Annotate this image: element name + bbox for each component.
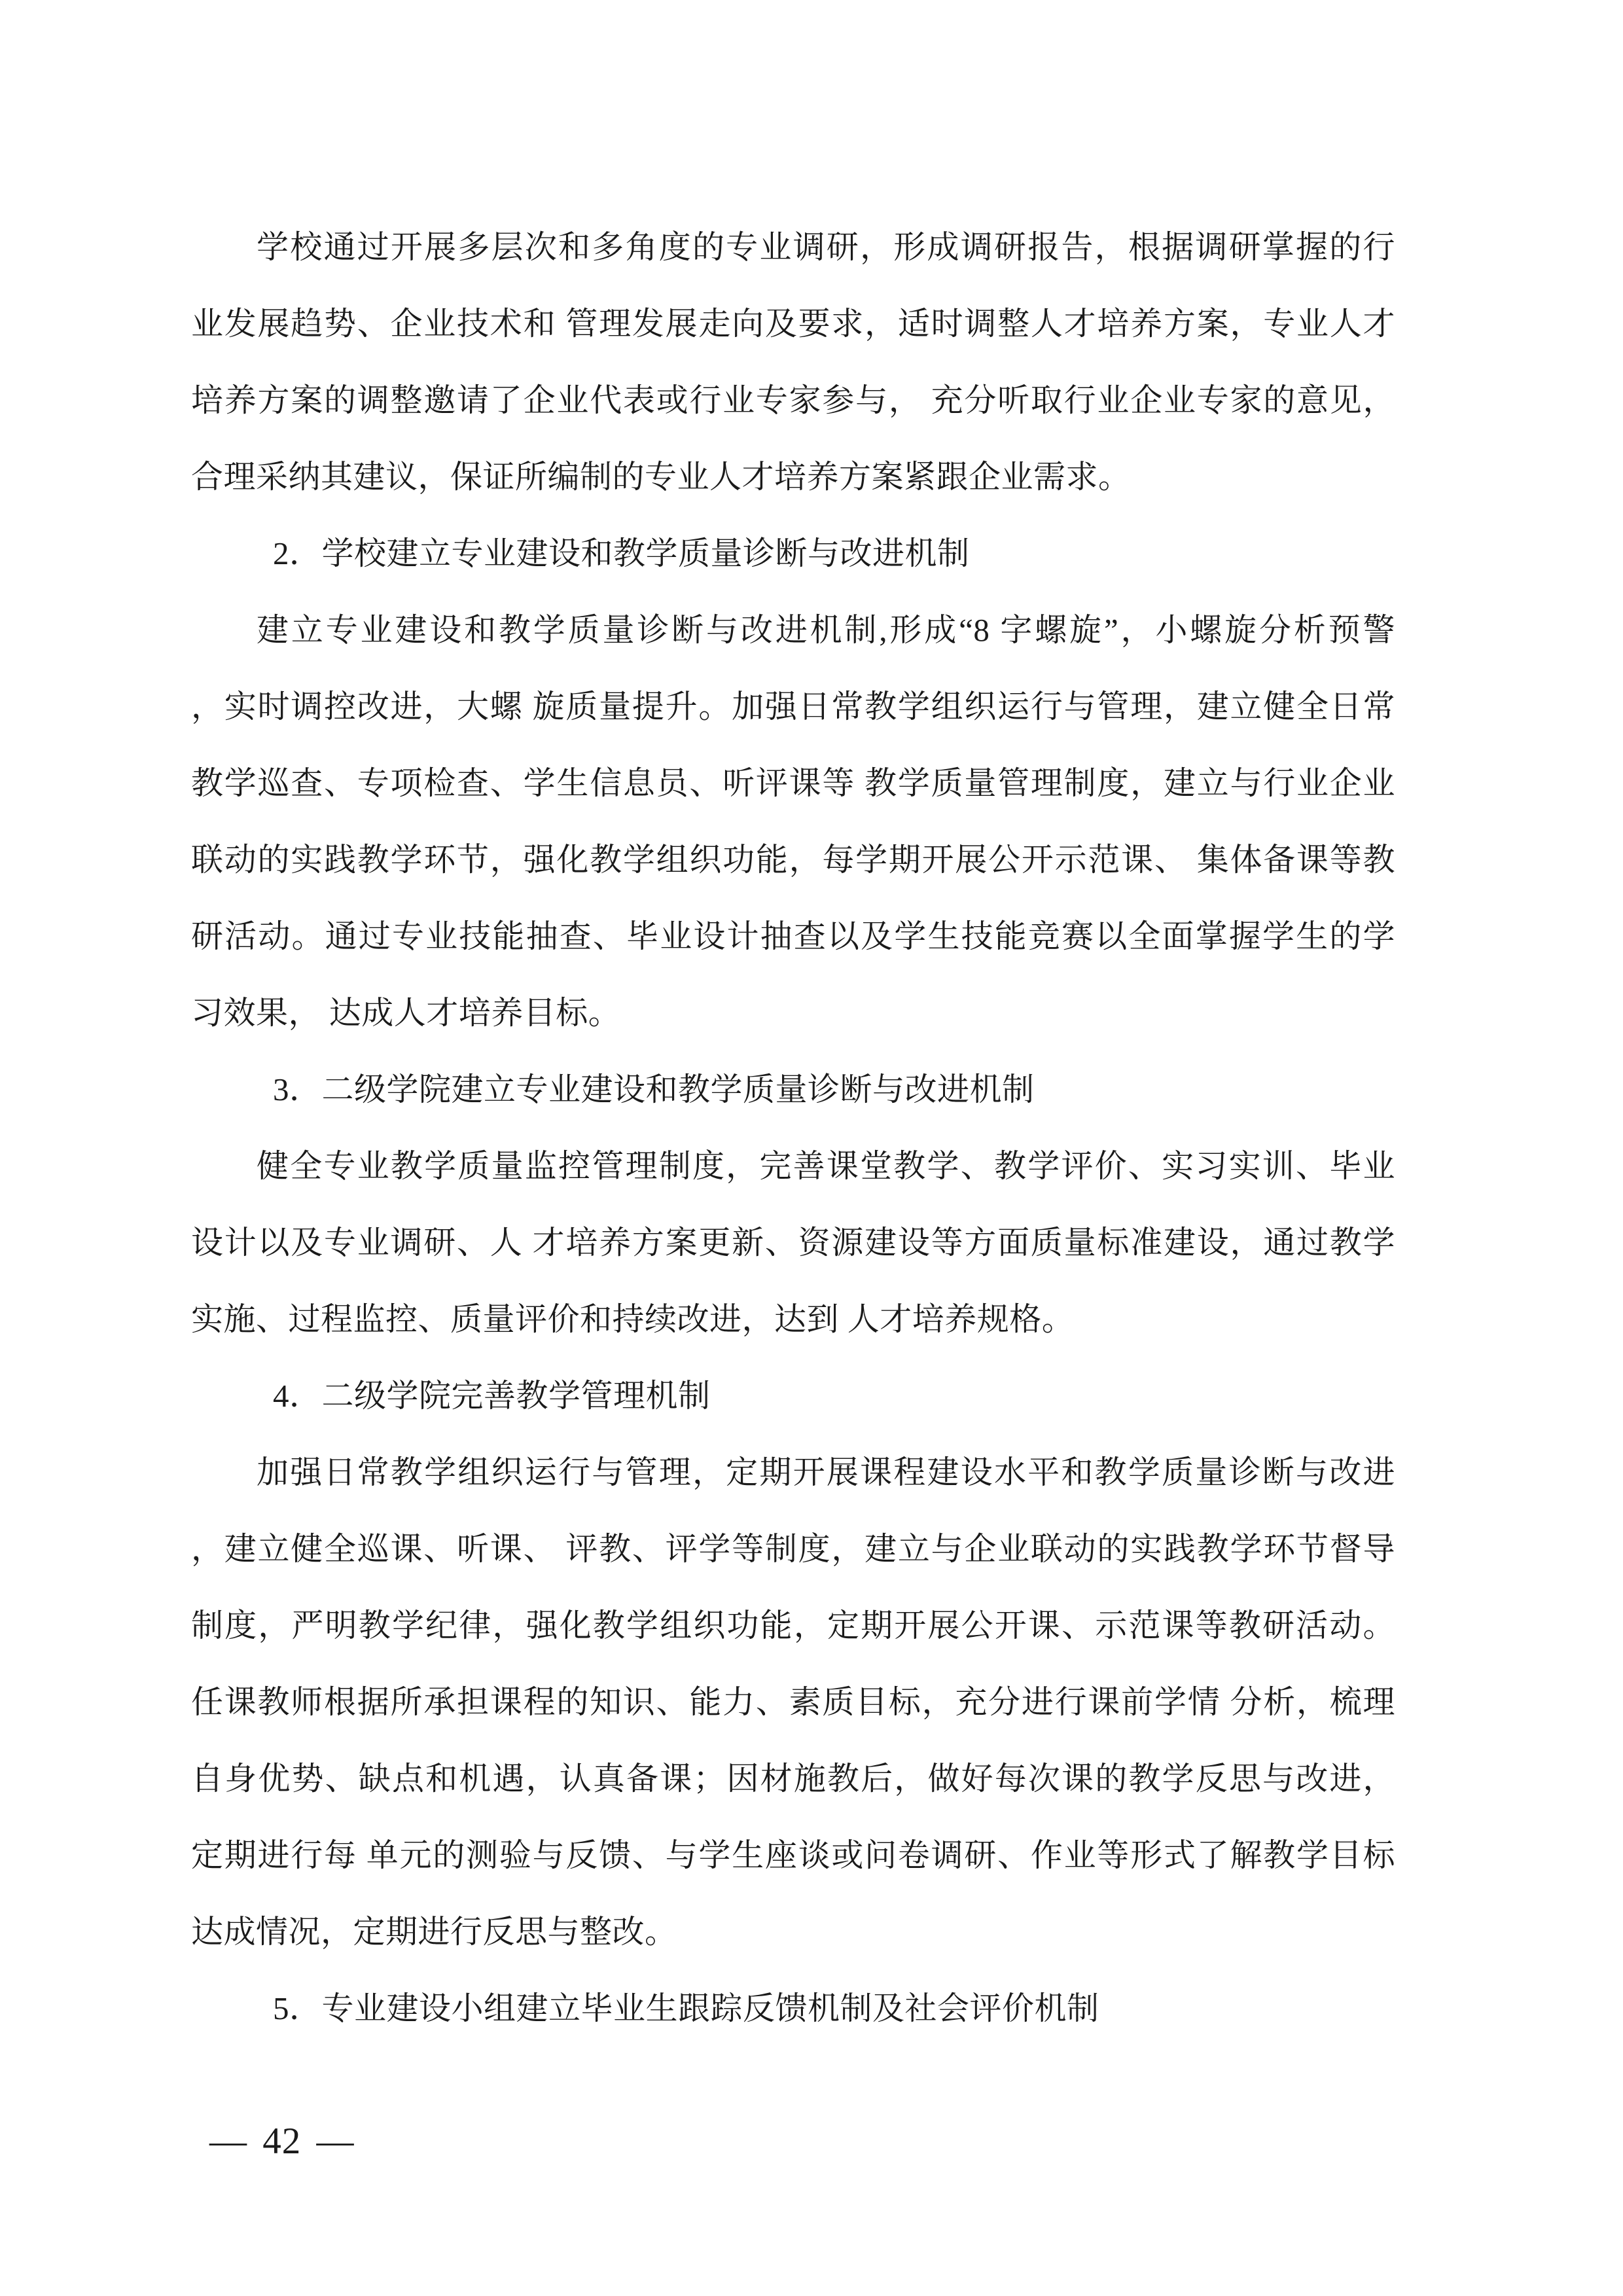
text-line: 学校通过开展多层次和多角度的专业调研，形成调研报告，根据调研掌握的行 [257,229,1395,265]
text-line: 习效果， 达成人才培养目标。 [191,995,621,1031]
text-line: 定期进行每 单元的测验与反馈、与学生座谈或问卷调研、作业等形式了解教学目标 [191,1837,1395,1873]
text-line: 合理采纳其建议，保证所编制的专业人才培养方案紧跟企业需求。 [191,459,1131,495]
text-line: 实施、过程监控、质量评价和持续改进，达到 人才培养规格。 [191,1301,1075,1337]
section-heading: 5．专业建设小组建立毕业生跟踪反馈机制及社会评价机制 [273,1990,1099,2026]
text-line: 建立专业建设和教学质量诊断与改进机制,形成“8 字螺旋”，小螺旋分析预警 [257,612,1395,648]
text-line: 自身优势、缺点和机遇，认真备课；因材施教后，做好每次课的教学反思与改进， [191,1761,1395,1797]
text-line: 健全专业教学质量监控管理制度，完善课堂教学、教学评价、实习实训、毕业 [257,1148,1395,1184]
text-line: 任课教师根据所承担课程的知识、能力、素质目标，充分进行课前学情 分析，梳理 [191,1684,1395,1720]
text-line: 制度，严明教学纪律，强化教学组织功能，定期开展公开课、示范课等教研活动。 [191,1607,1395,1643]
page-footer [209,2123,355,2160]
text-line: 达成情况，定期进行反思与整改。 [191,1914,677,1950]
section-heading: 3．二级学院建立专业建设和教学质量诊断与改进机制 [273,1071,1035,1107]
text-line: 业发展趋势、企业技术和 管理发展走向及要求，适时调整人才培养方案，专业人才 [191,306,1395,342]
text-line: 教学巡查、专项检查、学生信息员、听评课等 教学质量管理制度，建立与行业企业 [191,765,1395,801]
document-body [191,209,1395,2047]
text-line: 设计以及专业调研、人 才培养方案更新、资源建设等方面质量标准建设，通过教学 [191,1225,1395,1261]
text-line: 联动的实践教学环节，强化教学组织功能，每学期开展公开示范课、 集体备课等教 [191,842,1395,878]
text-line: ，建立健全巡课、听课、 评教、评学等制度，建立与企业联动的实践教学环节督导 [191,1531,1395,1567]
text-line: 培养方案的调整邀请了企业代表或行业专家参与， 充分听取行业企业专家的意见， [191,382,1395,418]
section-heading: 4．二级学院完善教学管理机制 [273,1378,711,1414]
text-line: 研活动。通过专业技能抽查、毕业设计抽查以及学生技能竞赛以全面掌握学生的学 [191,918,1395,954]
page-number: — 42 — [209,2121,355,2162]
text-line: 加强日常教学组织运行与管理，定期开展课程建设水平和教学质量诊断与改进 [257,1454,1395,1490]
section-heading: 2．学校建立专业建设和教学质量诊断与改进机制 [273,535,970,571]
text-line: ，实时调控改进，大螺 旋质量提升。加强日常教学组织运行与管理，建立健全日常 [191,689,1395,725]
